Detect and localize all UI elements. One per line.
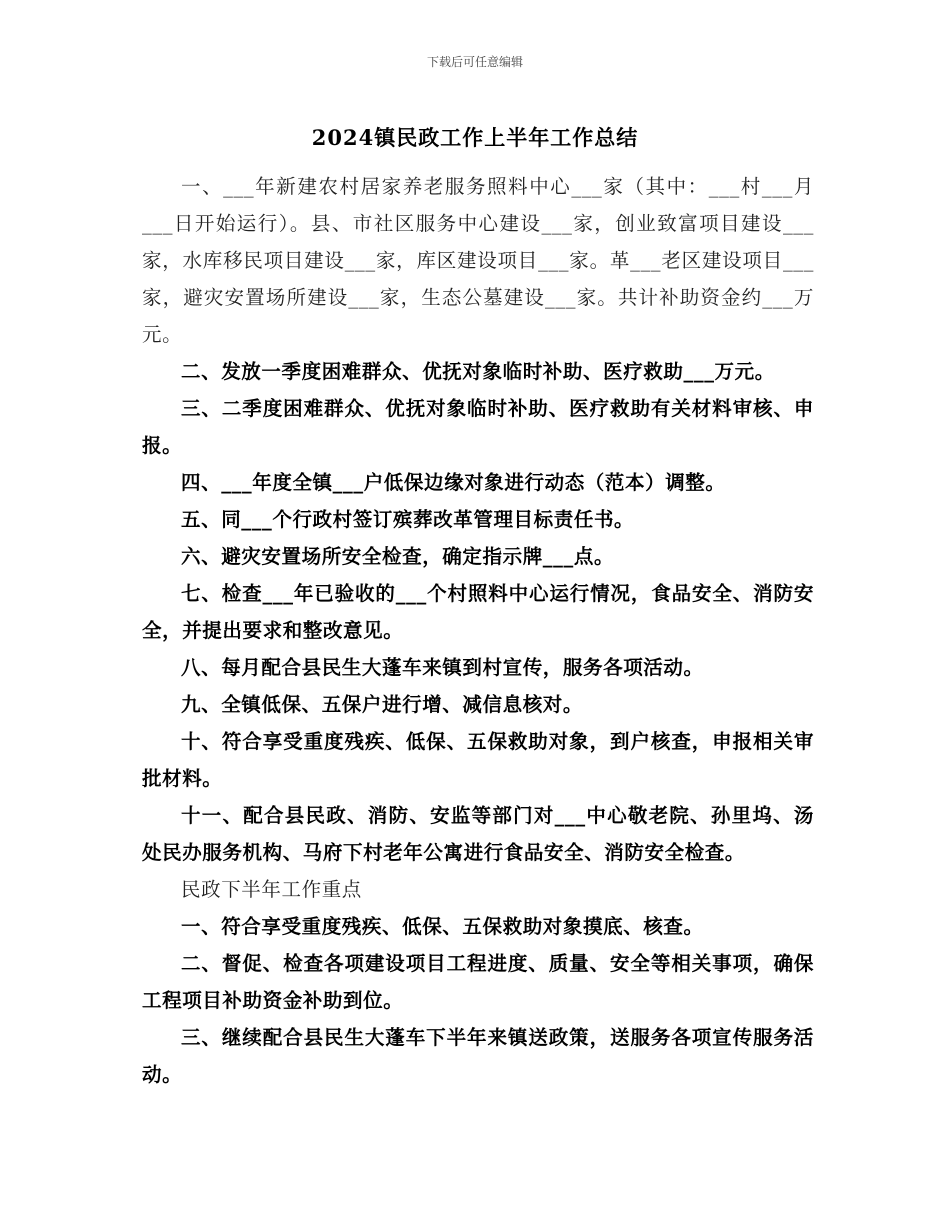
- paragraph-4: 四、___年度全镇___户低保边缘对象进行动态（范本）调整。: [181, 471, 726, 494]
- paragraph-5: 五、同___个行政村签订殡葬改革管理目标责任书。: [181, 508, 635, 531]
- paragraph-2: 二、发放一季度困难群众、优抚对象临时补助、医疗救助___万元。: [181, 360, 775, 383]
- paragraph-12: 一、符合享受重度残疾、低保、五保救助对象摸底、核查。: [181, 915, 704, 938]
- paragraph-10: 十、符合享受重度残疾、低保、五保救助对象，到户核查，申报相关审批材料。: [142, 730, 814, 790]
- paragraph-3: 三、二季度困难群众、优抚对象临时补助、医疗救助有关材料审核、申报。: [142, 397, 814, 457]
- document-body: [142, 168, 814, 1093]
- paragraph-11: 十一、配合县民政、消防、安监等部门对___中心敬老院、孙里坞、汤处民办服务机构、马府下村老年公寓进行食品安全、消防安全检查。: [142, 804, 814, 864]
- section-heading: 民政下半年工作重点: [181, 878, 362, 901]
- paragraph-6: 六、避灾安置场所安全检查，确定指示牌___点。: [181, 545, 615, 568]
- paragraph-9: 九、全镇低保、五保户进行增、减信息核对。: [181, 693, 584, 716]
- paragraph-14: 三、继续配合县民生大蓬车下半年来镇送政策，送服务各项宣传服务活动。: [142, 1026, 814, 1086]
- paragraph-7: 七、检查___年已验收的___个村照料中心运行情况，食品安全、消防安全，并提出要求和整改意见。: [142, 582, 814, 642]
- document-title: 2024镇民政工作上半年工作总结: [311, 125, 639, 150]
- paragraph-1: 一、___年新建农村居家养老服务照料中心___家（其中：___村___月___日开始运行）。县、市社区服务中心建设___家，创业致富项目建设___家，水库移民项目建设___家，库区建设项目___家。革___老区建设项目___家，避灾安置场所建设___家，生态公墓建设___家。共计补助资金约___万元。: [142, 175, 814, 346]
- paragraph-13: 二、督促、检查各项建设项目工程进度、质量、安全等相关事项，确保工程项目补助资金补助到位。: [142, 952, 814, 1012]
- header-note: 下载后可任意编辑: [426, 55, 523, 69]
- paragraph-8: 八、每月配合县民生大蓬车来镇到村宣传，服务各项活动。: [181, 656, 704, 679]
